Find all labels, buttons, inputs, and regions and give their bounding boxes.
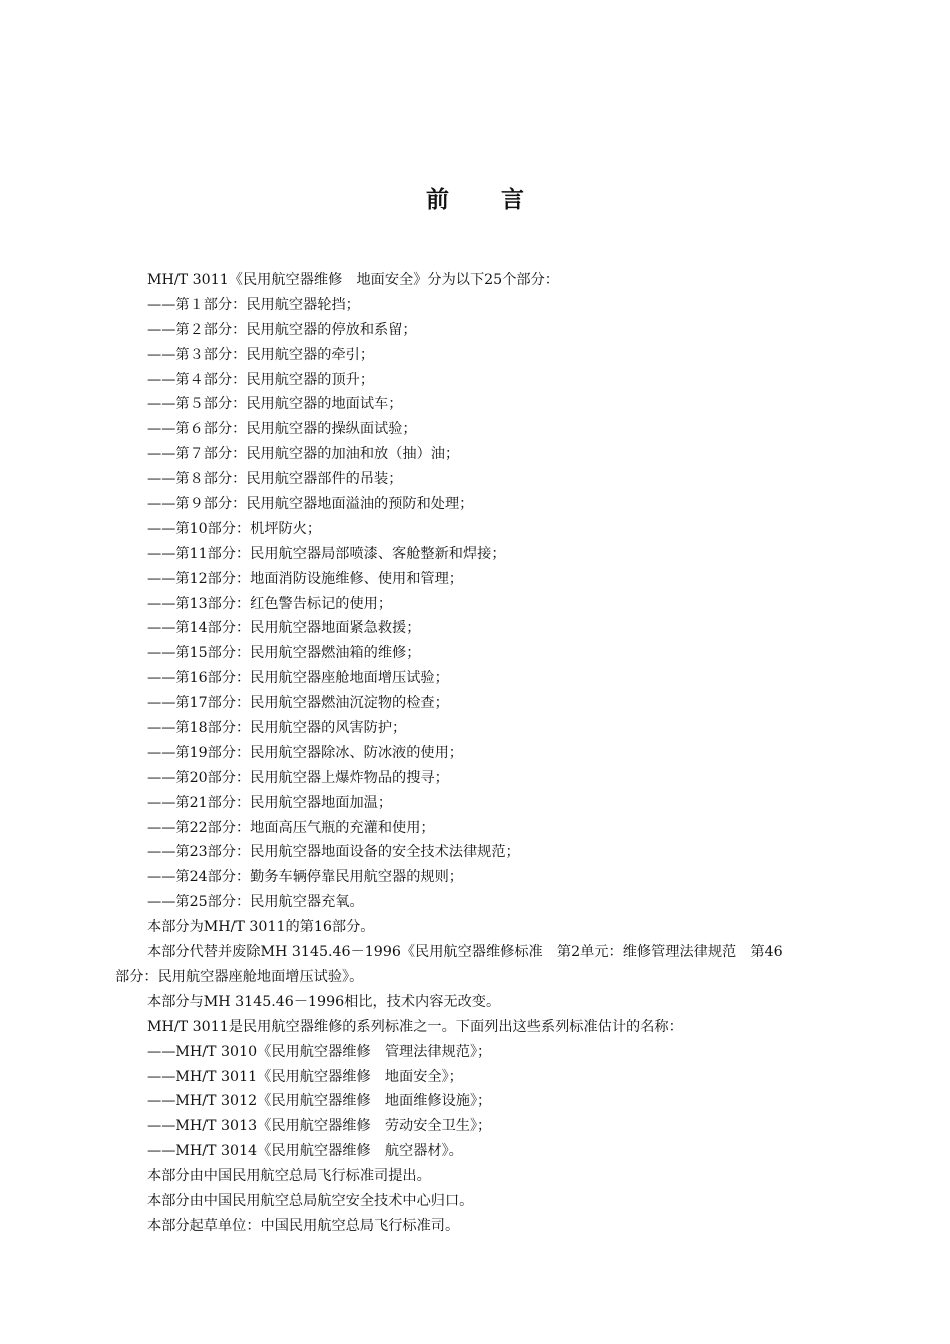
list-item: ——MH/T 3012《民用航空器维修 地面维修设施》； [147, 1093, 492, 1110]
list-item: ——第12部分：地面消防设施维修、使用和管理； [147, 570, 463, 587]
list-item: ——第２部分：民用航空器的停放和系留； [147, 321, 417, 338]
list-item: ——第８部分：民用航空器部件的吊装； [147, 471, 403, 488]
list-item: ——MH/T 3010《民用航空器维修 管理法律规范》； [147, 1043, 492, 1060]
list-item: ——第５部分：民用航空器的地面试车； [147, 396, 403, 413]
list-item: ——第４部分：民用航空器的顶升； [147, 371, 375, 388]
proposed-by-paragraph: 本部分由中国民用航空总局飞行标准司提出。 [147, 1168, 431, 1185]
foreword-body [115, 268, 865, 1239]
list-item: ——第25部分：民用航空器充氧。 [147, 894, 364, 911]
list-item: ——第10部分：机坪防火； [147, 520, 322, 537]
list-item: ——第14部分：民用航空器地面紧急救援； [147, 620, 421, 637]
list-item: ——第24部分：勤务车辆停靠民用航空器的规则； [147, 869, 463, 886]
drafted-by-paragraph: 本部分起草单位：中国民用航空总局飞行标准司。 [147, 1217, 460, 1234]
list-item: ——第22部分：地面高压气瓶的充灌和使用； [147, 819, 435, 836]
replaces-paragraph-line2: 部分：民用航空器座舱地面增压试验》。 [115, 968, 364, 985]
parts-list [115, 293, 865, 915]
list-item: ——第３部分：民用航空器的牵引； [147, 346, 375, 363]
list-item: ——第９部分：民用航空器地面溢油的预防和处理； [147, 496, 474, 513]
list-item: ——第７部分：民用航空器的加油和放（抽）油； [147, 446, 460, 463]
list-item: ——MH/T 3013《民用航空器维修 劳动安全卫生》； [147, 1118, 492, 1135]
list-item: ——第21部分：民用航空器地面加温； [147, 794, 393, 811]
list-item: ——MH/T 3014《民用航空器维修 航空器材》。 [147, 1143, 463, 1160]
replaces-paragraph-line1: 本部分代替并废除MH 3145.46－1996《民用航空器维修标准 第2单元：维修管理法律规范 第46 [147, 944, 783, 961]
list-item: ——第６部分：民用航空器的操纵面试验； [147, 421, 417, 438]
series-list [115, 1040, 865, 1164]
list-item: ——第16部分：民用航空器座舱地面增压试验； [147, 670, 449, 687]
list-item: ——第18部分：民用航空器的风害防护； [147, 720, 407, 737]
list-item: ——第１部分：民用航空器轮挡； [147, 296, 360, 313]
list-item: ——第19部分：民用航空器除冰、防冰液的使用； [147, 744, 463, 761]
intro-paragraph: MH/T 3011《民用航空器维修 地面安全》分为以下25个部分： [147, 272, 559, 288]
list-item: ——第23部分：民用航空器地面设备的安全技术法律规范； [147, 844, 520, 861]
list-item: ——第11部分：民用航空器局部喷漆、客舱整新和焊接； [147, 545, 506, 562]
page-title: 前言 [426, 187, 576, 213]
this-part-paragraph: 本部分为MH/T 3011的第16部分。 [147, 919, 375, 936]
list-item: ——第17部分：民用航空器燃油沉淀物的检查； [147, 695, 449, 712]
list-item: ——第20部分：民用航空器上爆炸物品的搜寻； [147, 769, 449, 786]
list-item: ——第15部分：民用航空器燃油箱的维修； [147, 645, 421, 662]
series-intro-paragraph: MH/T 3011是民用航空器维修的系列标准之一。下面列出这些系列标准估计的名称： [147, 1018, 683, 1035]
list-item: ——MH/T 3011《民用航空器维修 地面安全》； [147, 1068, 463, 1085]
list-item: ——第13部分：红色警告标记的使用； [147, 595, 393, 612]
comparison-paragraph: 本部分与MH 3145.46－1996相比，技术内容无改变。 [147, 993, 501, 1010]
managed-by-paragraph: 本部分由中国民用航空总局航空安全技术中心归口。 [147, 1192, 474, 1209]
